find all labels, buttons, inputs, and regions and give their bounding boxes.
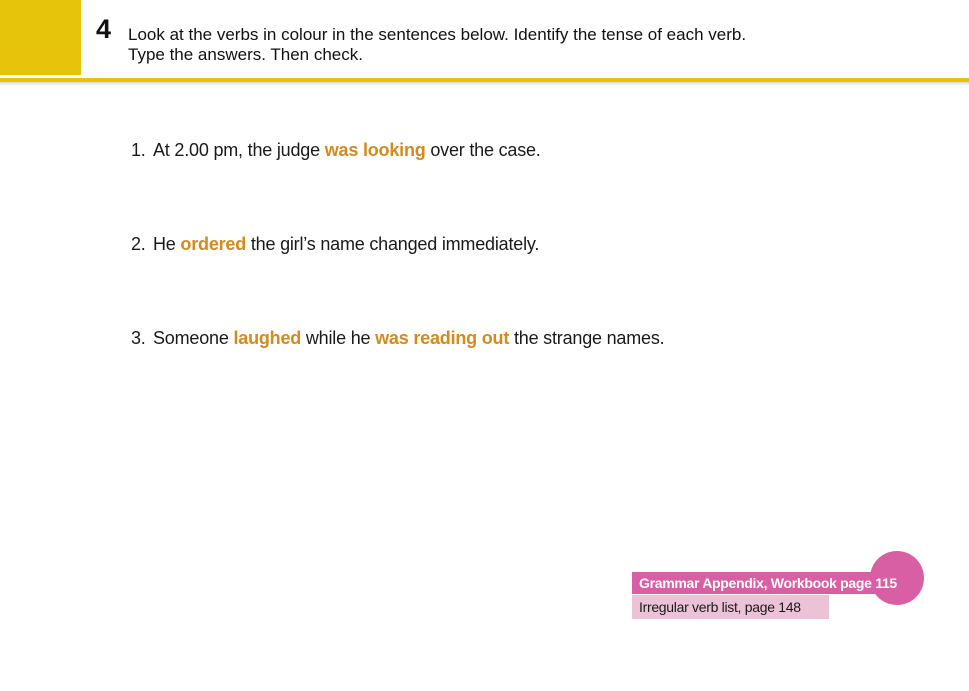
sentence-text: over the case. bbox=[425, 140, 541, 160]
instruction-line-2: Type the answers. Then check. bbox=[128, 45, 363, 64]
sentence-text: the strange names. bbox=[509, 328, 665, 348]
header-color-block bbox=[0, 0, 81, 75]
sentence-1 bbox=[131, 140, 541, 161]
instruction-line-1: Look at the verbs in colour in the sentences below. Identify the tense of each verb. bbox=[128, 25, 747, 44]
header-divider-shadow bbox=[0, 82, 969, 86]
highlighted-verb: was looking bbox=[324, 140, 426, 160]
sentence-text: Someone bbox=[153, 328, 234, 348]
sentence-2 bbox=[131, 234, 539, 255]
sentence-text: At 2.00 pm, the judge bbox=[153, 140, 325, 160]
irregular-verb-list-label: Irregular verb list, page 148 bbox=[639, 599, 801, 615]
sentence-number: 1. bbox=[131, 140, 146, 160]
grammar-appendix-link[interactable] bbox=[632, 572, 897, 594]
exercise-number: 4 bbox=[96, 14, 112, 44]
sentence-number: 2. bbox=[131, 234, 146, 254]
highlighted-verb: was reading out bbox=[375, 328, 510, 348]
irregular-verb-list-link[interactable] bbox=[632, 595, 829, 619]
grammar-appendix-label: Grammar Appendix, Workbook page 115 bbox=[639, 575, 897, 591]
highlighted-verb: ordered bbox=[180, 234, 247, 254]
highlighted-verb: laughed bbox=[233, 328, 302, 348]
sentence-text: while he bbox=[301, 328, 376, 348]
sentence-3 bbox=[131, 328, 664, 349]
sentence-text: the girl’s name changed immediately. bbox=[246, 234, 540, 254]
exercise-instruction bbox=[128, 25, 888, 65]
sentence-number: 3. bbox=[131, 328, 146, 348]
sentence-text: He bbox=[153, 234, 181, 254]
